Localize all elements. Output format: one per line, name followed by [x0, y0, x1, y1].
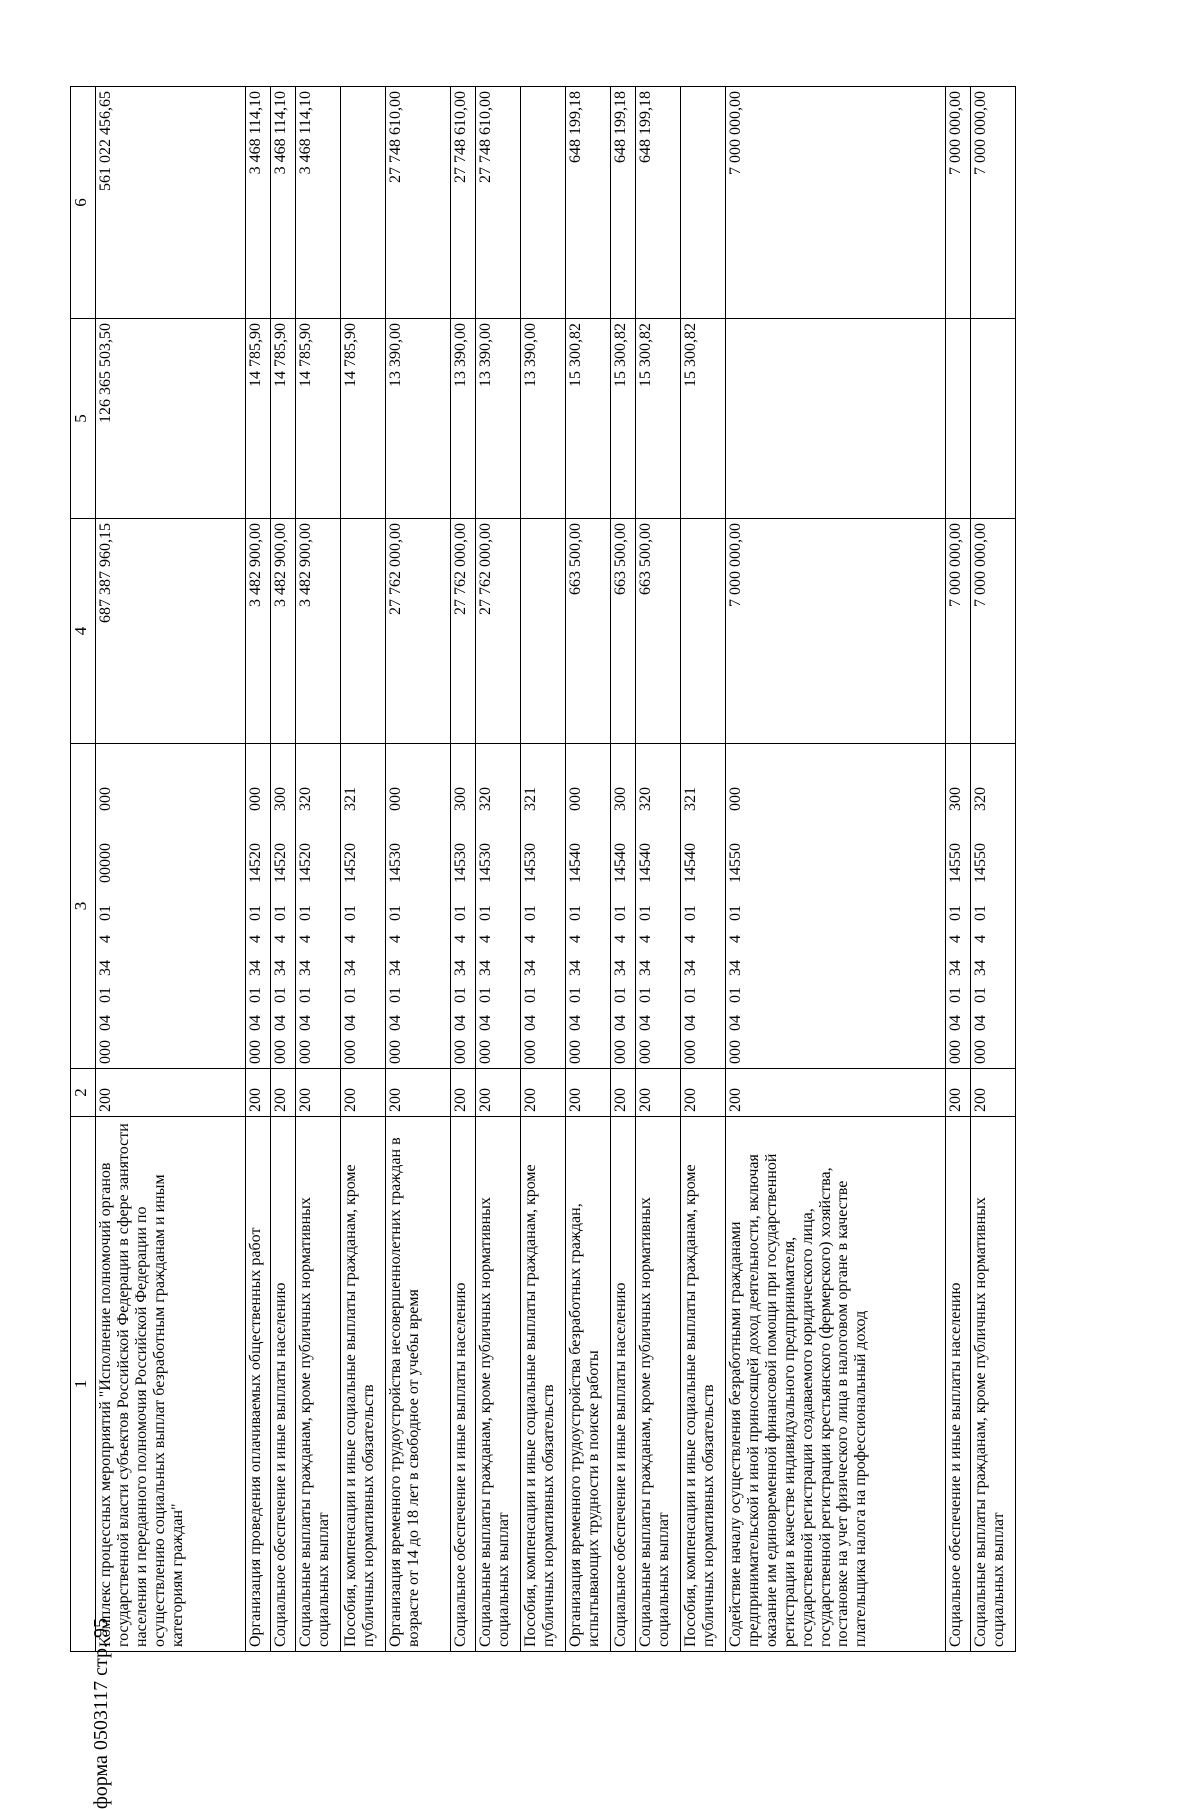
table-row [246, 87, 271, 1652]
executed-amount-cell [971, 319, 1016, 519]
executed-amount-cell: 15 300,82 [636, 319, 681, 519]
code-segment: 14520 [272, 843, 289, 883]
code-segment: 01 [972, 905, 989, 921]
code-segment: 01 [297, 905, 314, 921]
code-segment: 01 [247, 987, 264, 1003]
code-segment: 34 [637, 960, 654, 976]
code-segment: 01 [272, 987, 289, 1003]
code-segment: 4 [387, 935, 404, 943]
code-segment: 01 [612, 905, 629, 921]
code-segment: 4 [947, 935, 964, 943]
code-segment: 321 [522, 787, 539, 811]
column-number-row [71, 87, 96, 1652]
column-header: 5 [71, 319, 96, 519]
code-segment: 000 [727, 1040, 744, 1064]
approved-amount-cell: 663 500,00 [566, 519, 611, 744]
budget-classification-code-cell [341, 744, 386, 1069]
code-segment: 14540 [567, 843, 584, 883]
approved-amount-cell: 27 762 000,00 [476, 519, 521, 744]
code-segment: 04 [342, 1015, 359, 1031]
executed-amount-cell: 15 300,82 [611, 319, 636, 519]
code-segment: 01 [947, 905, 964, 921]
code-segment: 04 [522, 1015, 539, 1031]
column-header: 6 [71, 87, 96, 319]
row-name-cell: Социальные выплаты гражданам, кроме публичных нормативных социальных выплат [636, 1117, 681, 1652]
code-segment: 34 [567, 960, 584, 976]
code-segment: 14540 [612, 843, 629, 883]
row-name-cell: Организация проведения оплачиваемых общественных работ [246, 1117, 271, 1652]
approved-amount-cell: 3 482 900,00 [246, 519, 271, 744]
line-code-cell: 200 [971, 1069, 1016, 1117]
code-segment: 01 [97, 987, 114, 1003]
row-name-cell: Социальное обеспечение и иные выплаты населению [946, 1117, 971, 1652]
code-segment: 14540 [637, 843, 654, 883]
code-segment: 01 [727, 987, 744, 1003]
code-segment: 000 [612, 1040, 629, 1064]
table-row [521, 87, 566, 1652]
approved-amount-cell: 7 000 000,00 [946, 519, 971, 744]
line-code-cell: 200 [296, 1069, 341, 1117]
approved-amount-cell: 7 000 000,00 [726, 519, 946, 744]
code-segment: 04 [387, 1015, 404, 1031]
code-segment: 01 [727, 905, 744, 921]
code-segment: 000 [522, 1040, 539, 1064]
table-row [96, 87, 246, 1652]
code-segment: 14530 [522, 843, 539, 883]
budget-classification-code-cell [386, 744, 451, 1069]
code-segment: 321 [682, 787, 699, 811]
code-segment: 04 [612, 1015, 629, 1031]
form-code: форма 0503117 стр. 95 [90, 1618, 112, 1809]
code-segment: 000 [247, 787, 264, 811]
executed-amount-cell: 13 390,00 [521, 319, 566, 519]
code-segment: 320 [477, 787, 494, 811]
code-segment: 01 [297, 987, 314, 1003]
code-segment: 14520 [247, 843, 264, 883]
table-row [726, 87, 946, 1652]
line-code-cell: 200 [386, 1069, 451, 1117]
row-name-cell: Пособия, компенсации и иные социальные выплаты гражданам, кроме публичных нормативных обязательств [521, 1117, 566, 1652]
line-code-cell: 200 [341, 1069, 386, 1117]
executed-amount-cell: 126 365 503,50 [96, 319, 246, 519]
budget-classification-code-cell [96, 744, 246, 1069]
code-segment: 04 [247, 1015, 264, 1031]
executed-amount-cell: 13 390,00 [386, 319, 451, 519]
code-segment: 14520 [297, 843, 314, 883]
executed-amount-cell: 14 785,90 [246, 319, 271, 519]
code-segment: 04 [272, 1015, 289, 1031]
code-segment: 000 [342, 1040, 359, 1064]
code-segment: 300 [452, 787, 469, 811]
code-segment: 320 [972, 787, 989, 811]
row-name-cell: Организация временного трудоустройства несовершеннолетних граждан в возрасте от 14 до 18 лет в свободное от учебы время [386, 1117, 451, 1652]
code-segment: 01 [522, 905, 539, 921]
approved-amount-cell: 663 500,00 [636, 519, 681, 744]
budget-classification-code-cell [636, 744, 681, 1069]
code-segment: 4 [612, 935, 629, 943]
code-segment: 01 [477, 987, 494, 1003]
line-code-cell: 200 [476, 1069, 521, 1117]
code-segment: 14530 [477, 843, 494, 883]
code-segment: 01 [567, 905, 584, 921]
approved-amount-cell [521, 519, 566, 744]
code-segment: 01 [452, 905, 469, 921]
code-segment: 01 [97, 905, 114, 921]
line-code-cell: 200 [271, 1069, 296, 1117]
code-segment: 4 [297, 935, 314, 943]
budget-classification-code-cell [611, 744, 636, 1069]
budget-classification-code-cell [271, 744, 296, 1069]
code-segment: 4 [682, 935, 699, 943]
table-row [476, 87, 521, 1652]
code-segment: 01 [452, 987, 469, 1003]
code-segment: 04 [567, 1015, 584, 1031]
code-segment: 4 [97, 935, 114, 943]
code-segment: 300 [612, 787, 629, 811]
line-code-cell: 200 [451, 1069, 476, 1117]
unexecuted-amount-cell: 648 199,18 [636, 87, 681, 319]
code-segment: 34 [947, 960, 964, 976]
code-segment: 01 [682, 987, 699, 1003]
code-segment: 34 [452, 960, 469, 976]
executed-amount-cell: 15 300,82 [566, 319, 611, 519]
code-segment: 01 [387, 987, 404, 1003]
approved-amount-cell: 27 762 000,00 [386, 519, 451, 744]
code-segment: 000 [387, 787, 404, 811]
table-row [611, 87, 636, 1652]
line-code-cell: 200 [611, 1069, 636, 1117]
code-segment: 04 [972, 1015, 989, 1031]
unexecuted-amount-cell: 648 199,18 [611, 87, 636, 319]
line-code-cell: 200 [726, 1069, 946, 1117]
code-segment: 34 [247, 960, 264, 976]
code-segment: 000 [567, 1040, 584, 1064]
code-segment: 000 [247, 1040, 264, 1064]
budget-classification-code-cell [726, 744, 946, 1069]
code-segment: 000 [637, 1040, 654, 1064]
code-segment: 01 [387, 905, 404, 921]
code-segment: 04 [727, 1015, 744, 1031]
approved-amount-cell [681, 519, 726, 744]
code-segment: 320 [297, 787, 314, 811]
row-name-cell: Социальное обеспечение и иные выплаты населению [611, 1117, 636, 1652]
table-row [341, 87, 386, 1652]
row-name-cell: Содействие началу осуществления безработными гражданами предпринимательской и иной приносящей доход деятельности, включая оказание им единовременной финансовой помощи при государственной регистрации в качестве индивидуального предпринимателя, государственной регистрации создаваемого юридического лица, государственной регистрации крестьянского (фермерского) хозяйства, постановке на учет физического лица в налоговом органе в качестве плательщика налога на профессиональный доход [726, 1117, 946, 1652]
executed-amount-cell: 13 390,00 [451, 319, 476, 519]
column-header: 4 [71, 519, 96, 744]
unexecuted-amount-cell: 3 468 114,10 [246, 87, 271, 319]
approved-amount-cell: 3 482 900,00 [271, 519, 296, 744]
code-segment: 4 [727, 935, 744, 943]
code-segment: 34 [727, 960, 744, 976]
budget-classification-code-cell [566, 744, 611, 1069]
unexecuted-amount-cell [341, 87, 386, 319]
table-row [681, 87, 726, 1652]
code-segment: 4 [972, 935, 989, 943]
budget-classification-code-cell [246, 744, 271, 1069]
executed-amount-cell: 13 390,00 [476, 319, 521, 519]
code-segment: 000 [947, 1040, 964, 1064]
row-name-cell: Организация временного трудоустройства безработных граждан, испытывающих трудности в поиске работы [566, 1117, 611, 1652]
code-segment: 04 [452, 1015, 469, 1031]
budget-classification-code-cell [476, 744, 521, 1069]
row-name-cell: Социальные выплаты гражданам, кроме публичных нормативных социальных выплат [971, 1117, 1016, 1652]
code-segment: 000 [272, 1040, 289, 1064]
code-segment: 01 [637, 987, 654, 1003]
table-row [971, 87, 1016, 1652]
code-segment: 01 [477, 905, 494, 921]
unexecuted-amount-cell: 561 022 456,65 [96, 87, 246, 319]
code-segment: 34 [342, 960, 359, 976]
executed-amount-cell: 15 300,82 [681, 319, 726, 519]
code-segment: 320 [637, 787, 654, 811]
code-segment: 000 [97, 1040, 114, 1064]
table-row [271, 87, 296, 1652]
code-segment: 14520 [342, 843, 359, 883]
approved-amount-cell: 7 000 000,00 [971, 519, 1016, 744]
code-segment: 000 [297, 1040, 314, 1064]
table-row [946, 87, 971, 1652]
code-segment: 01 [342, 987, 359, 1003]
code-segment: 000 [682, 1040, 699, 1064]
budget-classification-code-cell [971, 744, 1016, 1069]
budget-classification-code-cell [451, 744, 476, 1069]
table-row [296, 87, 341, 1652]
code-segment: 01 [682, 905, 699, 921]
executed-amount-cell [946, 319, 971, 519]
code-segment: 34 [97, 960, 114, 976]
executed-amount-cell [726, 319, 946, 519]
unexecuted-amount-cell: 27 748 610,00 [476, 87, 521, 319]
code-segment: 4 [342, 935, 359, 943]
unexecuted-amount-cell: 7 000 000,00 [946, 87, 971, 319]
code-segment: 34 [477, 960, 494, 976]
code-segment: 4 [247, 935, 264, 943]
code-segment: 14530 [452, 843, 469, 883]
table-row [636, 87, 681, 1652]
budget-classification-code-cell [681, 744, 726, 1069]
code-segment: 14540 [682, 843, 699, 883]
row-name-cell: Пособия, компенсации и иные социальные выплаты гражданам, кроме публичных нормативных обязательств [681, 1117, 726, 1652]
unexecuted-amount-cell: 7 000 000,00 [971, 87, 1016, 319]
budget-classification-code-cell [521, 744, 566, 1069]
column-header: 2 [71, 1069, 96, 1117]
code-segment: 01 [567, 987, 584, 1003]
approved-amount-cell: 663 500,00 [611, 519, 636, 744]
code-segment: 01 [947, 987, 964, 1003]
code-segment: 14550 [947, 843, 964, 883]
code-segment: 300 [272, 787, 289, 811]
table-row [451, 87, 476, 1652]
code-segment: 34 [612, 960, 629, 976]
code-segment: 000 [97, 787, 114, 811]
approved-amount-cell: 27 762 000,00 [451, 519, 476, 744]
code-segment: 14550 [727, 843, 744, 883]
code-segment: 000 [727, 787, 744, 811]
table-row [386, 87, 451, 1652]
row-name-cell: Социальные выплаты гражданам, кроме публичных нормативных социальных выплат [476, 1117, 521, 1652]
budget-execution-table [70, 86, 1016, 1652]
code-segment: 14550 [972, 843, 989, 883]
code-segment: 34 [522, 960, 539, 976]
line-code-cell: 200 [96, 1069, 246, 1117]
code-segment: 000 [567, 787, 584, 811]
unexecuted-amount-cell: 7 000 000,00 [726, 87, 946, 319]
code-segment: 4 [477, 935, 494, 943]
code-segment: 000 [387, 1040, 404, 1064]
column-header: 1 [71, 1117, 96, 1652]
code-segment: 01 [637, 905, 654, 921]
line-code-cell: 200 [521, 1069, 566, 1117]
code-segment: 4 [272, 935, 289, 943]
code-segment: 34 [297, 960, 314, 976]
code-segment: 01 [272, 905, 289, 921]
row-name-cell: Пособия, компенсации и иные социальные выплаты гражданам, кроме публичных нормативных обязательств [341, 1117, 386, 1652]
code-segment: 321 [342, 787, 359, 811]
code-segment: 01 [972, 987, 989, 1003]
code-segment: 01 [247, 905, 264, 921]
code-segment: 04 [947, 1015, 964, 1031]
approved-amount-cell [341, 519, 386, 744]
row-name-cell: Комплекс процессных мероприятий "Исполнение полномочий органов государственной власти субъектов Российской Федерации в сфере занятости населения и переданного полномочия Российской Федерации по осуществлению социальных выплат безработным гражданам и иным категориям граждан" [96, 1117, 246, 1652]
code-segment: 000 [477, 1040, 494, 1064]
budget-classification-code-cell [946, 744, 971, 1069]
budget-classification-code-cell [296, 744, 341, 1069]
executed-amount-cell: 14 785,90 [341, 319, 386, 519]
code-segment: 4 [452, 935, 469, 943]
code-segment: 34 [387, 960, 404, 976]
code-segment: 14530 [387, 843, 404, 883]
row-name-cell: Социальное обеспечение и иные выплаты населению [451, 1117, 476, 1652]
unexecuted-amount-cell: 648 199,18 [566, 87, 611, 319]
table-row [566, 87, 611, 1652]
code-segment: 4 [522, 935, 539, 943]
row-name-cell: Социальное обеспечение и иные выплаты населению [271, 1117, 296, 1652]
code-segment: 300 [947, 787, 964, 811]
code-segment: 000 [452, 1040, 469, 1064]
line-code-cell: 200 [636, 1069, 681, 1117]
line-code-cell: 200 [566, 1069, 611, 1117]
code-segment: 04 [682, 1015, 699, 1031]
code-segment: 4 [637, 935, 654, 943]
code-segment: 4 [567, 935, 584, 943]
code-segment: 34 [972, 960, 989, 976]
column-header: 3 [71, 744, 96, 1069]
code-segment: 04 [637, 1015, 654, 1031]
line-code-cell: 200 [946, 1069, 971, 1117]
approved-amount-cell: 687 387 960,15 [96, 519, 246, 744]
line-code-cell: 200 [681, 1069, 726, 1117]
unexecuted-amount-cell: 27 748 610,00 [386, 87, 451, 319]
unexecuted-amount-cell [521, 87, 566, 319]
code-segment: 000 [972, 1040, 989, 1064]
code-segment: 34 [682, 960, 699, 976]
code-segment: 04 [297, 1015, 314, 1031]
row-name-cell: Социальные выплаты гражданам, кроме публичных нормативных социальных выплат [296, 1117, 341, 1652]
code-segment: 01 [612, 987, 629, 1003]
code-segment: 01 [342, 905, 359, 921]
unexecuted-amount-cell: 3 468 114,10 [296, 87, 341, 319]
code-segment: 04 [97, 1015, 114, 1031]
unexecuted-amount-cell: 3 468 114,10 [271, 87, 296, 319]
code-segment: 01 [522, 987, 539, 1003]
executed-amount-cell: 14 785,90 [271, 319, 296, 519]
unexecuted-amount-cell: 27 748 610,00 [451, 87, 476, 319]
approved-amount-cell: 3 482 900,00 [296, 519, 341, 744]
code-segment: 00000 [97, 843, 114, 883]
executed-amount-cell: 14 785,90 [296, 319, 341, 519]
code-segment: 04 [477, 1015, 494, 1031]
unexecuted-amount-cell [681, 87, 726, 319]
code-segment: 34 [272, 960, 289, 976]
line-code-cell: 200 [246, 1069, 271, 1117]
